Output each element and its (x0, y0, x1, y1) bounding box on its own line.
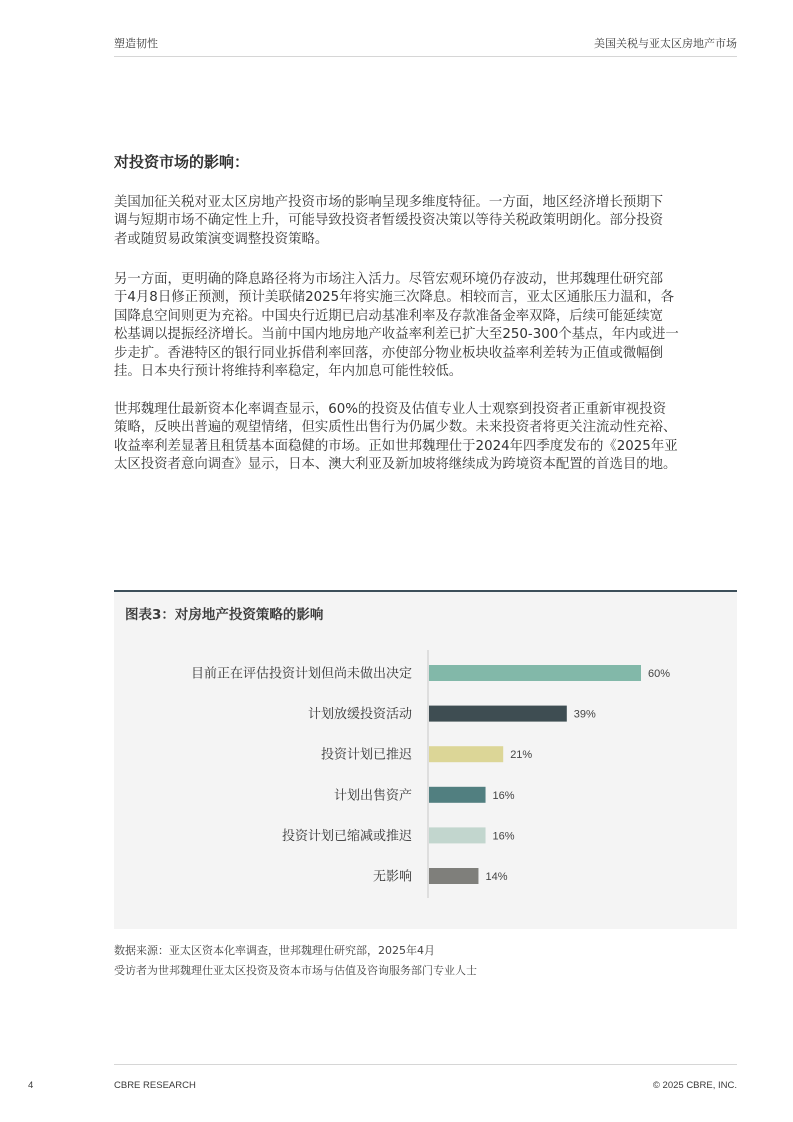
category-label: 计划出售资产 (333, 788, 412, 804)
footer-brand: CBRE RESEARCH (114, 1080, 196, 1091)
footer-divider (114, 1064, 737, 1065)
paragraph-line: 松基调以提振经济增长。当前中国内地房地产收益率利差已扩大至250-300个基点，年内或进一 (114, 327, 679, 343)
paragraph-line: 美国加征关税对亚太区房地产投资市场的影响呈现多维度特征。一方面，地区经济增长预期下 (114, 195, 664, 210)
category-label: 计划放缓投资活动 (307, 707, 412, 723)
paragraph-3 (114, 401, 732, 475)
category-label: 投资计划已推迟 (320, 747, 412, 763)
source-note: 数据来源：亚太区资本化率调查，世邦魏理仕研究部，2025年4月 (114, 944, 435, 957)
section-title: 对投资市场的影响： (114, 153, 250, 171)
bar (429, 706, 567, 722)
bar (429, 746, 503, 762)
bar (429, 827, 486, 843)
respondent-note: 受访者为世邦魏理仕亚太区投资及资本市场与估值及咨询服务部门专业人士 (114, 964, 477, 977)
paragraph-line: 于4月8日修正预测，预计美联储2025年将实施三次降息。相较而言，亚太区通胀压力温和，各 (114, 290, 674, 306)
data-label: 60% (648, 668, 671, 680)
paragraph-1 (114, 194, 732, 249)
chart-title: 图表3：对房地产投资策略的影响 (125, 607, 324, 623)
bar-chart (114, 592, 737, 929)
data-label: 16% (492, 789, 515, 802)
header-divider (114, 56, 737, 57)
data-label: 14% (485, 871, 508, 883)
header-report-title: 美国关税与亚太区房地产市场 (594, 37, 737, 50)
paragraph-line: 世邦魏理仕最新资本化率调查显示，60%的投资及估值专业人士观察到投资者正重新审视投资 (114, 402, 666, 417)
category-label: 投资计划已缩减或推迟 (281, 828, 412, 844)
paragraph-line: 策略，反映出普遍的观望情绪，但实质性出售行为仍属少数。未来投资者将更关注流动性充裕、 (114, 420, 677, 436)
bar (429, 665, 641, 681)
footer-copyright: © 2025 CBRE, INC. (652, 1080, 737, 1091)
paragraph-line: 太区投资者意向调查》显示，日本、澳大利亚及新加坡将继续成为跨境资本配置的首选目的地。 (114, 457, 677, 473)
paragraph-line: 另一方面，更明确的降息路径将为市场注入活力。尽管宏观环境仍存波动，世邦魏理仕研究部 (114, 272, 664, 287)
paragraph-line: 者或随贸易政策演变调整投资策略。 (114, 231, 329, 247)
data-label: 16% (492, 830, 515, 843)
paragraph-line: 调与短期市场不确定性上升，可能导致投资者暂缓投资决策以等待关税政策明朗化。部分投资 (114, 213, 664, 229)
bar (429, 787, 486, 803)
category-label: 无影响 (372, 869, 412, 885)
paragraph-line: 收益率利差显著且租赁基本面稳健的市场。正如世邦魏理仕于2024年四季度发布的《2025年亚 (114, 438, 678, 454)
paragraph-line: 挂。日本央行预计将维持利率稳定，年内加息可能性较低。 (114, 364, 463, 380)
data-label: 39% (573, 708, 596, 721)
paragraph-2 (114, 271, 732, 381)
chart-panel (114, 590, 737, 929)
paragraph-line: 国降息空间则更为充裕。中国央行近期已启动基准利率及存款准备金率双降，后续可能延续宽 (114, 308, 664, 324)
data-label: 21% (510, 749, 533, 762)
bar (429, 868, 478, 884)
category-label: 目前正在评估投资计划但尚未做出决定 (190, 666, 412, 682)
paragraph-line: 步走扩。香港特区的银行同业拆借利率回落，亦使部分物业板块收益率利差转为正值或微幅倒 (114, 345, 664, 361)
page-number: 4 (28, 1080, 34, 1091)
header-report-series: 塑造韧性 (114, 37, 158, 50)
